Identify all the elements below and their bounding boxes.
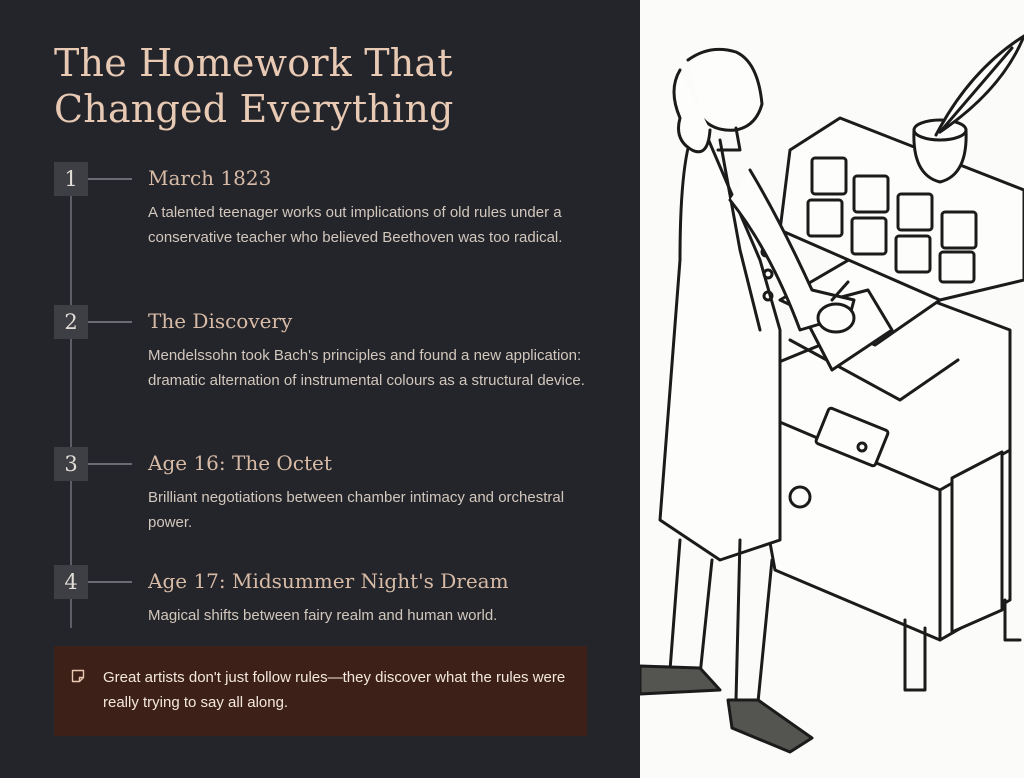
step-title: Age 17: Midsummer Night's Dream [148,569,509,593]
step-title: March 1823 [148,166,272,190]
note-icon [71,669,85,683]
step-number-badge: 1 [54,162,88,196]
step-description: Brilliant negotiations between chamber intimacy and orchestral power. [148,489,565,531]
step-connector [88,178,132,180]
step-connector [88,321,132,323]
quote-callout [54,646,587,736]
illustration-panel [640,0,1024,778]
step-title: Age 16: The Octet [148,451,332,475]
step-description: Mendelssohn took Bach's principles and found a new application: dramatic alternation of instrumental colours as a structural device. [148,347,585,389]
step-connector [88,463,132,465]
page-title-line-1: The Homework That [54,41,453,85]
step-number-badge: 2 [54,305,88,339]
step-number-badge: 4 [54,565,88,599]
step-title: The Discovery [148,309,293,333]
step-description: A talented teenager works out implications of old rules under a conservative teacher who believed Beethoven was too radical. [148,204,563,246]
composer-at-desk-illustration [640,0,1024,778]
step-connector [88,581,132,583]
page-title-line-2: Changed Everything [54,87,454,131]
step-description: Magical shifts between fairy realm and human world. [148,607,498,624]
quote-text: Great artists don't just follow rules—they discover what the rules were really trying to say all along. [103,669,566,711]
step-number-badge: 3 [54,447,88,481]
timeline-line [70,180,72,628]
page-title [54,40,454,132]
